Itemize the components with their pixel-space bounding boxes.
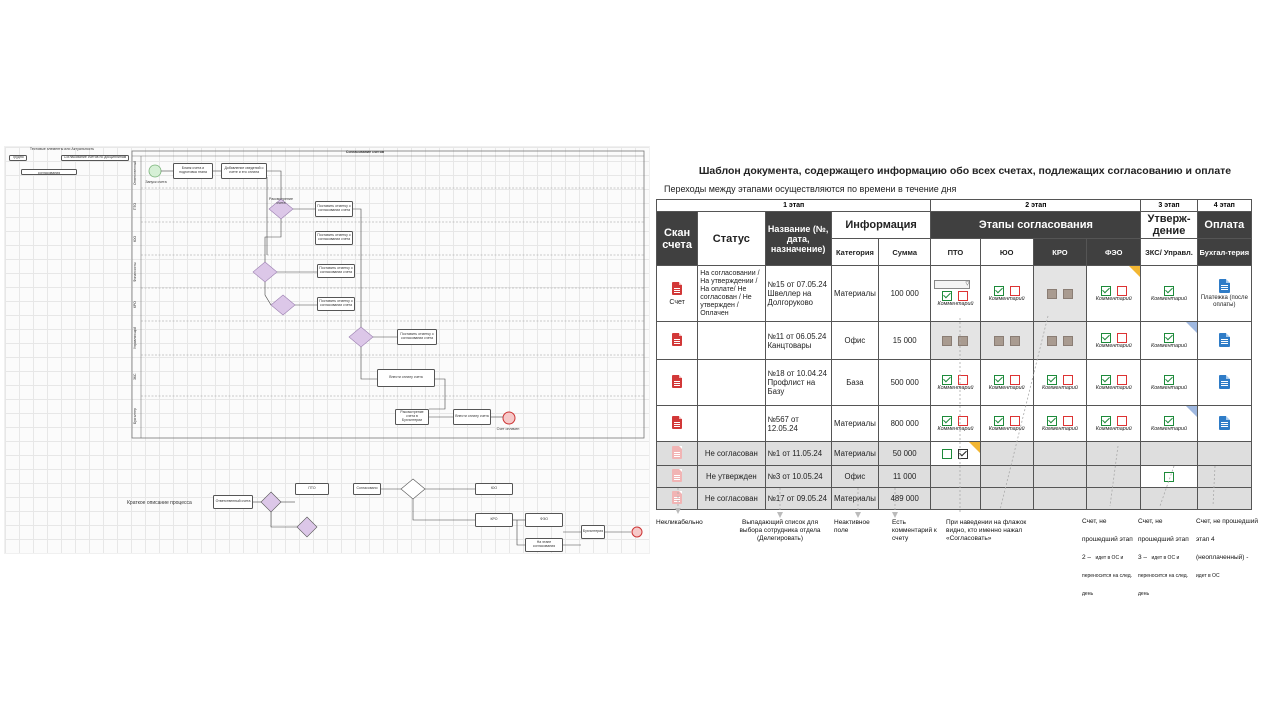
comment-link[interactable]: Комментарий [1095,384,1132,391]
process-box: Бухгалтерия [581,525,605,539]
sum-cell: 11 000 [879,466,931,488]
status-cell: Не согласован [698,488,765,510]
process-box: Добавление сведений о счете и его оплата [221,163,267,179]
sum-cell: 15 000 [879,322,931,360]
process-box: КРО [475,513,513,527]
name-cell: №18 от 10.04.24 Профлист на Базу [765,360,831,406]
legend-button-1: Трудно [9,155,27,161]
process-box: Внести оплату счета [453,409,491,425]
process-box: Согласовано [353,483,381,495]
comment-link[interactable]: Комментарий [988,425,1025,432]
feo-header: ФЭО [1087,239,1141,266]
status-cell: На согласовании / На утверждении / На оплате/ Не согласован / Не утвержден / Оплачен [698,266,765,322]
name-cell: №15 от 07.05.24 Швеллер на Долгоруково [765,266,831,322]
process-box: Поставить отметку о согласовании счета [315,201,353,217]
annotation-dropdown: Выпадающий список для выбора сотрудника отдела (Делегировать) [739,519,821,542]
process-box: Внести оплату счета [377,369,435,387]
category-header: Категория [831,239,878,266]
process-box: Поставить отметку о согласовании счета [397,329,437,345]
annotation-comment: Есть комментарий к счету [892,519,937,542]
category-cell: Материалы [831,406,878,442]
sum-cell: 100 000 [879,266,931,322]
sum-cell: 500 000 [879,360,931,406]
approval-header: Этапы согласования [931,212,1141,239]
category-cell: Материалы [831,442,878,466]
annotation-stage4-small: идет в ОС [1196,573,1220,579]
confirm-header: Утверж-дение [1141,212,1197,239]
comment-link[interactable]: Комментарий [1095,425,1132,432]
lane-label: ЮО [133,235,137,243]
kro-header: КРО [1033,239,1086,266]
process-box: Поставить отметку о согласовании счета [317,297,355,311]
comment-link[interactable]: Комментарий [1151,425,1187,432]
lane-label: Ответственный [133,160,137,186]
process-box: ЮО [475,483,513,495]
document-title: Шаблон документа, содержащего информацию обо всех счетах, подлежащих согласованию и оплате [698,165,1232,177]
name-header: Название (№, дата, назначение) [765,212,831,266]
scan-header: Скан счета [657,212,698,266]
stage-4-header: 4 этап [1197,200,1251,212]
status-cell: Не утвержден [698,466,765,488]
annotation-stage3-small: идет в ОС и переносится на след. день [1138,555,1189,597]
process-box: Рассмотрение счета в Бухгалтерии [395,409,429,425]
process-box: Ответственный счета [213,495,253,509]
annotation-stage4 [1196,510,1260,582]
legend-button-2: Согласование счетов по дисциплинам [61,155,129,161]
status-cell: Не согласован [698,442,765,466]
comment-link[interactable]: Комментарий [937,301,974,307]
yuo-header: ЮО [980,239,1033,266]
name-cell: №11 от 06.05.24 Канцтовары [765,322,831,360]
payment-note: Платежка (после оплаты) [1200,294,1248,308]
comment-link[interactable]: Комментарий [1095,342,1132,349]
comment-link[interactable]: Комментарий [988,295,1025,302]
status-header: Статус [698,212,765,266]
process-box: Поставить отметку о согласовании счета [317,264,355,278]
legend-note: Расчёты заказной месте согласования [21,169,77,175]
comment-link[interactable]: Комментарий [988,384,1025,391]
category-cell: Материалы [831,488,878,510]
process-box: На этапе согласования [525,538,563,552]
annotation-stage2-small: идет в ОС и переносится на след. день [1082,555,1133,597]
sum-cell: 489 000 [879,488,931,510]
process-box: ФЭО [525,513,563,527]
comment-link[interactable]: Комментарий [1151,384,1187,391]
comment-link[interactable]: Комментарий [1095,295,1132,302]
document-subtitle: Переходы между этапами осуществляются по времени в течение дня [664,184,957,194]
name-cell: №3 от 10.05.24 [765,466,831,488]
stage-2-header: 2 этап [931,200,1141,212]
sum-header: Сумма [879,239,931,266]
category-cell: Офис [831,466,878,488]
annotation-noclick: Некликабельно [656,519,703,526]
comment-link[interactable]: Комментарий [937,384,974,391]
scan-label: Счет [669,298,685,306]
start-event-label: Запуск счета [145,180,167,184]
process-box: Бланк счета и подготовка этапа [173,163,213,179]
sum-cell: 50 000 [879,442,931,466]
diagram-legend-top: Тестовые элементы или Актуальность [29,147,95,151]
zks-header: ЗКС/ Управл. [1141,239,1197,266]
annotation-stage3 [1138,510,1194,600]
sum-cell: 800 000 [879,406,931,442]
annotation-stage2-main: Счет, не прошедший этап 2 – [1082,518,1133,561]
comment-link[interactable]: Комментарий [1151,295,1187,302]
lane-label: КРО [133,301,137,309]
process-box: Поставить отметку о согласовании счета [315,231,353,245]
process-summary-label: Краткое описание процесса [127,500,192,506]
stage-3-header: 3 этап [1141,200,1197,212]
end-event-label: Счет оплачен [496,427,520,431]
annotation-stage4-main: Счет, не прошедший этап 4 (неоплаченный) - [1196,518,1258,561]
lane-label: Управляющий [133,326,137,350]
name-cell: №17 от 09.05.24 [765,488,831,510]
comment-link[interactable]: Комментарий [1151,342,1187,349]
annotation-hover: При наведении на флажок видно, кто именно нажал «Согласовать» [946,519,1027,542]
annotation-stage2 [1082,510,1134,600]
stage-1-header: 1 этап [657,200,931,212]
comment-link[interactable]: Комментарий [1041,425,1078,432]
lane-label: ПТО [133,203,137,211]
delegate-dropdown[interactable]: ▽ [934,280,970,289]
process-box: ПТО [295,483,329,495]
lane-label: Бухгалтер [133,408,137,424]
lane-label: Финансисты [133,262,137,282]
pto-header: ПТО [931,239,980,266]
diagram-title: Согласование счетов [345,150,385,154]
payment-header: Оплата [1197,212,1251,239]
annotation-stage3-main: Счет, не прошедший этап 3 – [1138,518,1189,561]
accounting-header: Бухгал-терия [1197,239,1251,266]
comment-link[interactable]: Комментарий [937,425,974,432]
category-cell: Материалы [831,266,878,322]
info-header: Информация [831,212,931,239]
name-cell: №567 от 12.05.24 [765,406,831,442]
gateway-label: Рассмотрение счета [269,197,293,205]
category-cell: Офис [831,322,878,360]
comment-link[interactable]: Комментарий [1041,384,1078,391]
name-cell: №1 от 11.05.24 [765,442,831,466]
annotation-inactive: Неактивное поле [834,519,870,534]
lane-label: ЗКС [133,373,137,381]
category-cell: База [831,360,878,406]
